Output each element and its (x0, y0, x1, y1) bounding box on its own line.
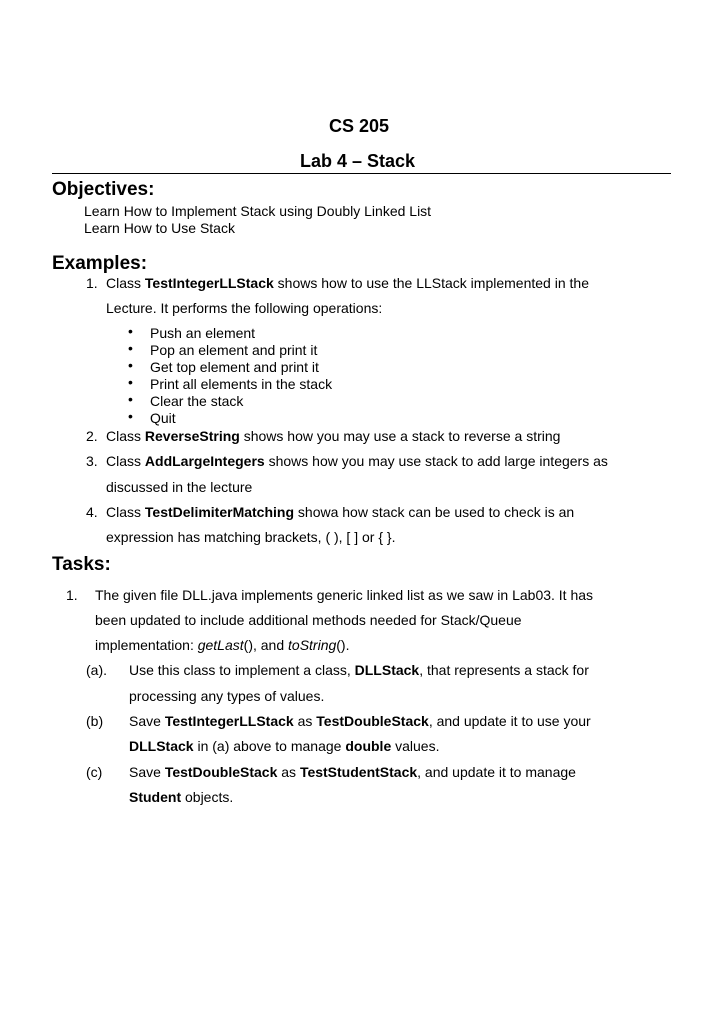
class-name: DLLStack (354, 662, 420, 678)
bullet-icon: • (128, 323, 133, 339)
list-item: Push an element (150, 325, 256, 341)
list-item: Print all elements in the stack (150, 376, 333, 392)
task-line (95, 637, 349, 653)
example-line (106, 504, 574, 520)
task-text: in (a) above to manage (193, 738, 346, 754)
tasks-heading: Tasks: (52, 554, 111, 575)
subtask-label: (b) (86, 713, 104, 729)
bullet-icon: • (128, 374, 133, 390)
example-line: discussed in the lecture (106, 479, 253, 495)
objective-item: Learn How to Implement Stack using Doubly Linked List (84, 203, 432, 219)
example-text: shows how to use the LLStack implemented in the (273, 275, 589, 291)
class-name: TestStudentStack (299, 764, 418, 780)
course-title: CS 205 (329, 116, 390, 136)
bullet-icon: • (128, 408, 133, 424)
class-name: TestDoubleStack (164, 764, 278, 780)
list-item: Clear the stack (150, 393, 244, 409)
example-text: shows how you may use a stack to reverse a string (239, 428, 561, 444)
class-name: Student (129, 789, 182, 805)
example-line (106, 453, 608, 469)
list-item: Get top element and print it (150, 359, 319, 375)
task-text: (), and (243, 637, 289, 653)
objective-item: Learn How to Use Stack (84, 220, 235, 236)
class-name: DLLStack (129, 738, 194, 754)
task-text: , that represents a stack for (419, 662, 589, 678)
type-name: double (345, 738, 392, 754)
subtask-line (129, 662, 589, 678)
example-text: Class (106, 453, 145, 469)
class-name: TestIntegerLLStack (164, 713, 294, 729)
class-name: TestDelimiterMatching (144, 504, 295, 520)
class-name: ReverseString (144, 428, 240, 444)
task-text: Save (129, 764, 165, 780)
task-number: 1. (66, 587, 78, 603)
subtask-line: processing any types of values. (129, 688, 325, 704)
bullet-icon: • (128, 391, 133, 407)
example-number: 3. (86, 453, 98, 469)
task-line: The given file DLL.java implements generic linked list as we saw in Lab03. It has (95, 587, 594, 603)
example-text: Class (106, 275, 145, 291)
task-text: objects. (181, 789, 234, 805)
example-number: 1. (86, 275, 98, 291)
task-text: as (293, 713, 317, 729)
subtask-label: (a). (86, 662, 107, 678)
title-divider (52, 173, 671, 174)
list-item: Quit (150, 410, 176, 426)
objectives-heading: Objectives: (52, 179, 155, 200)
example-line (106, 275, 589, 291)
method-name: toString (288, 637, 337, 653)
task-text: , and update it to manage (417, 764, 576, 780)
example-number: 4. (86, 504, 98, 520)
subtask-label: (c) (86, 764, 103, 780)
class-name: AddLargeIntegers (144, 453, 265, 469)
subtask-line (129, 713, 591, 729)
bullet-icon: • (128, 340, 133, 356)
subtask-line (129, 764, 576, 780)
bullet-icon: • (128, 357, 133, 373)
example-text: showa how stack can be used to check is an (294, 504, 575, 520)
example-line (106, 428, 560, 444)
lab-title: Lab 4 – Stack (300, 151, 416, 171)
task-text: (). (336, 637, 350, 653)
class-name: TestDoubleStack (316, 713, 429, 729)
task-text: as (277, 764, 300, 780)
task-text: Save (129, 713, 165, 729)
example-number: 2. (86, 428, 98, 444)
example-text: Class (106, 504, 145, 520)
list-item: Pop an element and print it (150, 342, 318, 358)
example-line: Lecture. It performs the following operations: (106, 300, 383, 316)
method-name: getLast (197, 637, 244, 653)
task-text: , and update it to use your (428, 713, 591, 729)
task-text: implementation: (95, 637, 198, 653)
subtask-line (129, 789, 233, 805)
class-name: TestIntegerLLStack (144, 275, 274, 291)
task-text: values. (391, 738, 440, 754)
example-line: expression has matching brackets, ( ), [ ] or { }. (106, 529, 396, 545)
task-text: Use this class to implement a class, (129, 662, 355, 678)
example-text: shows how you may use stack to add large integers as (264, 453, 608, 469)
examples-heading: Examples: (52, 253, 148, 274)
task-line: been updated to include additional methods needed for Stack/Queue (95, 612, 522, 628)
subtask-line (129, 738, 439, 754)
example-text: Class (106, 428, 145, 444)
